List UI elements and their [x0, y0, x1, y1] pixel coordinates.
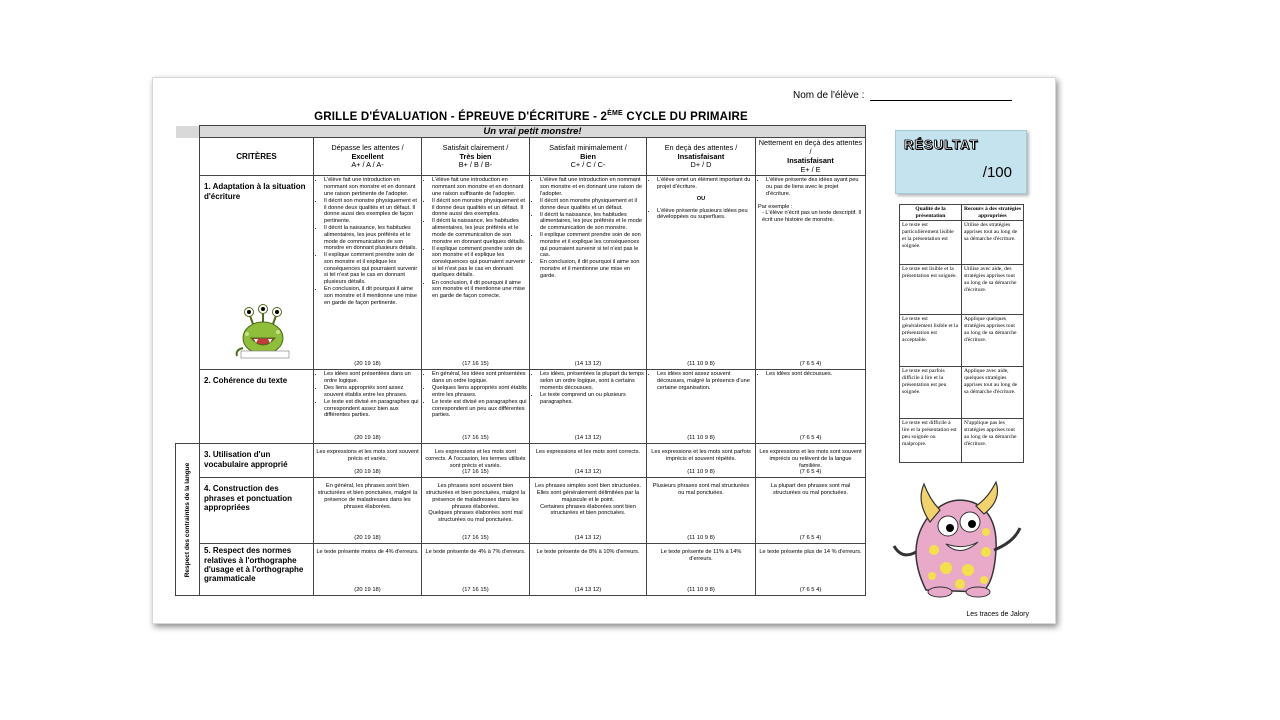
criterion-3-level-1: Les expressions et les mots sont souvent précis et variés. (20 19 18)	[314, 444, 422, 478]
score-range: (17 16 15)	[462, 587, 489, 594]
side-header-strategies: Recours à des stratégies appropriées	[962, 205, 1024, 221]
level-header-4: En deçà des attentes / Insatisfaisant D+ / D	[647, 138, 756, 176]
criterion-4-level-3: Les phrases simples sont bien structurées. Elles sont généralement délimitées par la majuscule et le point. Certaines phrases élaborées sont bien structurées et bien ponctuées. (14 13 12)	[530, 478, 647, 544]
green-monster-illustration	[233, 304, 295, 360]
score-range: (14 13 12)	[574, 587, 602, 594]
evaluation-sheet	[152, 77, 1056, 624]
criterion-4-level-4: Plusieurs phrases sont mal structurées ou mal ponctuées. (11 10 9 8)	[647, 478, 756, 544]
criterion-row-2	[176, 370, 866, 444]
student-name-field[interactable]	[793, 90, 1012, 101]
score-range: (11 10 9 8)	[687, 361, 715, 368]
side-row-2: Le texte est lisible et la présentation est soignée. Utilise avec aide, des stratégies apprises tout au long de sa démarche d'écriture.	[900, 265, 1024, 315]
criterion-5-level-1: Le texte présente moins de 4% d'erreurs. (20 19 18)	[314, 544, 422, 596]
score-range: (14 13 12)	[574, 435, 602, 442]
criterion-4-level-1: En général, les phrases sont bien structurées et bien ponctuées, malgré la présence de maladresses dans les phrases élaborées. (20 19 18)	[314, 478, 422, 544]
score-range: (7 6 5 4)	[799, 469, 822, 476]
score-range: (20 19 18)	[354, 587, 381, 594]
score-range: (20 19 18)	[354, 469, 381, 476]
criterion-5-level-2: Le texte présente de 4% à 7% d'erreurs. (17 16 15)	[422, 544, 530, 596]
sheet-title: GRILLE D'ÉVALUATION - ÉPREUVE D'ÉCRITURE - 2ÈME CYCLE DU PRIMAIRE	[314, 110, 748, 123]
criterion-row-4	[176, 478, 866, 544]
criterion-1-level-3: • L'élève fait une introduction en nommant son monstre et en donnant une raison de l'adopter. • Il décrit son monstre physiquement et il donne deux qualités et un défaut. • Il décrit la naissance, les habitudes alimentaires, les jeux préférés et le mode de communication de son monstre. • Il explique comment prendre soin de son monstre et il explique les conséquences qui pourraient survenir si tel n'est pas le cas. • En conclusion, il dit pourquoi il aime son monstre et il mentionne une mise en garde. (14 13 12)	[530, 176, 647, 370]
criterion-1-level-1: • L'élève fait une introduction en nommant son monstre et en donnant une raison pertinente de l'adopter. • Il décrit son monstre physiquement et il donne deux qualités et un défaut. Il donne aussi des exemples de façon pertinente. • Il décrit la naissance, les habitudes alimentaires, les jeux préférés et le mode de communication de son monstre en donnant plusieurs détails. • Il explique comment prendre soin de son monstre et il explique les conséquences qui pourraient survenir si tel n'est pas le cas en donnant plusieurs détails. • En conclusion, il dit pourquoi il aime son monstre et il mentionne une mise en garde de façon pertinente. (20 19 18)	[314, 176, 422, 370]
score-range: (20 19 18)	[354, 435, 381, 442]
criterion-1-level-2: • L'élève fait une introduction en nommant son monstre et en donnant une raison suffisante de l'adopter. • Il décrit son monstre physiquement et il donne deux qualités et un défaut. Il donne aussi des exemples. • Il décrit la naissance, les habitudes alimentaires, les jeux préférés et le mode de communication de son monstre en donnant quelques détails. • Il explique comment prendre soin de son monstre et il explique les conséquences qui pourraient survenir si tel n'est pas le cas en donnant quelques détails. • En conclusion, il dit pourquoi il aime son monstre et il mentionne une mise en garde de façon correcte. (17 16 15)	[422, 176, 530, 370]
level-header-5: Nettement en deçà des attentes / Insatisfaisant E+ / E	[756, 138, 866, 176]
score-range: (14 13 12)	[574, 469, 602, 476]
criterion-4-level-5: La plupart des phrases sont mal structurées ou mal ponctuées. (7 6 5 4)	[756, 478, 866, 544]
score-range: (17 16 15)	[462, 361, 489, 368]
presentation-strategies-table	[899, 204, 1024, 463]
score-range: (7 6 5 4)	[799, 587, 822, 594]
criterion-2-level-5: • Les idées sont décousues. (7 6 5 4)	[756, 370, 866, 444]
result-label: RÉSULTAT	[904, 137, 979, 152]
score-range: (11 10 9 8)	[687, 435, 715, 442]
score-range: (7 6 5 4)	[799, 535, 822, 542]
criterion-3-level-3: Les expressions et les mots sont corrects. (14 13 12)	[530, 444, 647, 478]
criteria-header: CRITÈRES	[200, 138, 314, 176]
criterion-3-level-4: Les expressions et les mots sont parfois imprécis et souvent répétés. (11 10 9 8)	[647, 444, 756, 478]
criterion-2-level-2: • En général, les idées sont présentées dans un ordre logique. • Quelques liens appropriés sont établis entre les phrases. • Le texte est divisé en paragraphes qui correspondent un peu aux différentes parties. (17 16 15)	[422, 370, 530, 444]
grid-subtitle: Un vrai petit monstre!	[200, 126, 866, 138]
score-range: (20 19 18)	[354, 535, 381, 542]
language-constraints-label: Respect des contraintes de la langue	[176, 444, 200, 596]
side-row-1: Le texte est particulièrement lisible et la présentation est soignée. Utilise des stratégies apprises tout au long de sa démarche d'écriture.	[900, 221, 1024, 265]
score-range: (17 16 15)	[462, 435, 489, 442]
score-range: (11 10 9 8)	[687, 469, 715, 476]
criterion-1-level-4: • L'élève omet un élément important du projet d'écriture. OU • L'élève présente plusieurs idées peu développées ou superflues. (11 10 9 8)	[647, 176, 756, 370]
criterion-label-1: 1. Adaptation à la situation d'écriture	[200, 176, 314, 370]
side-row-3: Le texte est généralement lisible et la présentation est acceptable. Applique quelques stratégies apprises tout au long de sa démarche d'écriture.	[900, 315, 1024, 367]
criterion-label-3: 3. Utilisation d'un vocabulaire approprié	[200, 444, 314, 478]
result-box[interactable]	[895, 130, 1027, 194]
criterion-5-level-3: Le texte présente de 8% à 10% d'erreurs. (14 13 12)	[530, 544, 647, 596]
score-range: (11 10 9 8)	[687, 587, 715, 594]
student-name-line[interactable]	[870, 90, 1012, 101]
side-row-4: Le texte est parfois difficile à lire et la présentation est peu soignée. Applique avec aide, quelques stratégies apprises tout au long de sa démarche d'écriture.	[900, 367, 1024, 419]
level-header-2: Satisfait clairement / Très bien B+ / B / B-	[422, 138, 530, 176]
score-range: (7 6 5 4)	[799, 361, 822, 368]
criterion-1-level-5: • L'élève présente des idées ayant peu ou pas de liens avec le projet d'écriture. Par exemple : - L'élève n'écrit pas un texte descriptif. Il écrit une histoire de monstre. (7 6 5 4)	[756, 176, 866, 370]
side-header-presentation: Qualité de la présentation	[900, 205, 962, 221]
criterion-3-level-5: Les expressions et les mots sont souvent imprécis ou relèvent de la langue familière. (7 6 5 4)	[756, 444, 866, 478]
criterion-2-level-3: • Les idées, présentées la plupart du temps selon un ordre logique, sont à certains moments décousues. • Le texte comprend un ou plusieurs paragraphes. (14 13 12)	[530, 370, 647, 444]
criterion-2-level-4: • Les idées sont assez souvent décousues, malgré la présence d'une certaine organisation. (11 10 9 8)	[647, 370, 756, 444]
evaluation-grid	[175, 125, 866, 596]
criterion-5-level-4: Le texte présente de 11% à 14% d'erreurs. (11 10 9 8)	[647, 544, 756, 596]
score-range: (17 16 15)	[462, 469, 489, 476]
score-range: (7 6 5 4)	[799, 435, 822, 442]
criterion-4-level-2: Les phrases sont souvent bien structurées et bien ponctuées, malgré la présence de maladresses dans les phrases élaborées. Quelques phrases élaborées sont mal structurées ou mal ponctuées. (17 16 15)	[422, 478, 530, 544]
score-range: (20 19 18)	[354, 361, 381, 368]
level-header-3: Satisfait minimalement / Bien C+ / C / C-	[530, 138, 647, 176]
criterion-2-level-1: • Les idées sont présentées dans un ordre logique. • Des liens appropriés sont assez souvent établis entre les phrases. • Le texte est divisé en paragraphes qui correspondent assez bien aux différentes parties. (20 19 18)	[314, 370, 422, 444]
criterion-row-5	[176, 544, 866, 596]
level-header-1: Dépasse les attentes / Excellent A+ / A / A-	[314, 138, 422, 176]
criterion-label-4: 4. Construction des phrases et ponctuation appropriées	[200, 478, 314, 544]
score-range: (14 13 12)	[574, 535, 602, 542]
criterion-label-5: 5. Respect des normes relatives à l'orthographe d'usage et à l'orthographe grammaticale	[200, 544, 314, 596]
side-row-5: Le texte est difficile à lire et la présentation est peu soignée ou malpropre. N'applique pas les stratégies apprises tout au long de sa démarche d'écriture.	[900, 419, 1024, 463]
criterion-5-level-5: Le texte présente plus de 14 % d'erreurs. (7 6 5 4)	[756, 544, 866, 596]
result-score: /100	[982, 164, 1012, 181]
author-credit: Les traces de Jalory	[966, 611, 1029, 618]
score-range: (14 13 12)	[574, 361, 602, 368]
criterion-row-3	[176, 444, 866, 478]
score-range: (11 10 9 8)	[687, 535, 715, 542]
pink-monster-illustration	[886, 480, 1024, 602]
score-range: (17 16 15)	[462, 535, 489, 542]
criterion-3-level-2: Les expressions et les mots sont corrects. À l'occasion, les termes utilisés sont précis et variés. (17 16 15)	[422, 444, 530, 478]
criterion-label-2: 2. Cohérence du texte	[200, 370, 314, 444]
student-name-label: Nom de l'élève :	[793, 90, 865, 101]
